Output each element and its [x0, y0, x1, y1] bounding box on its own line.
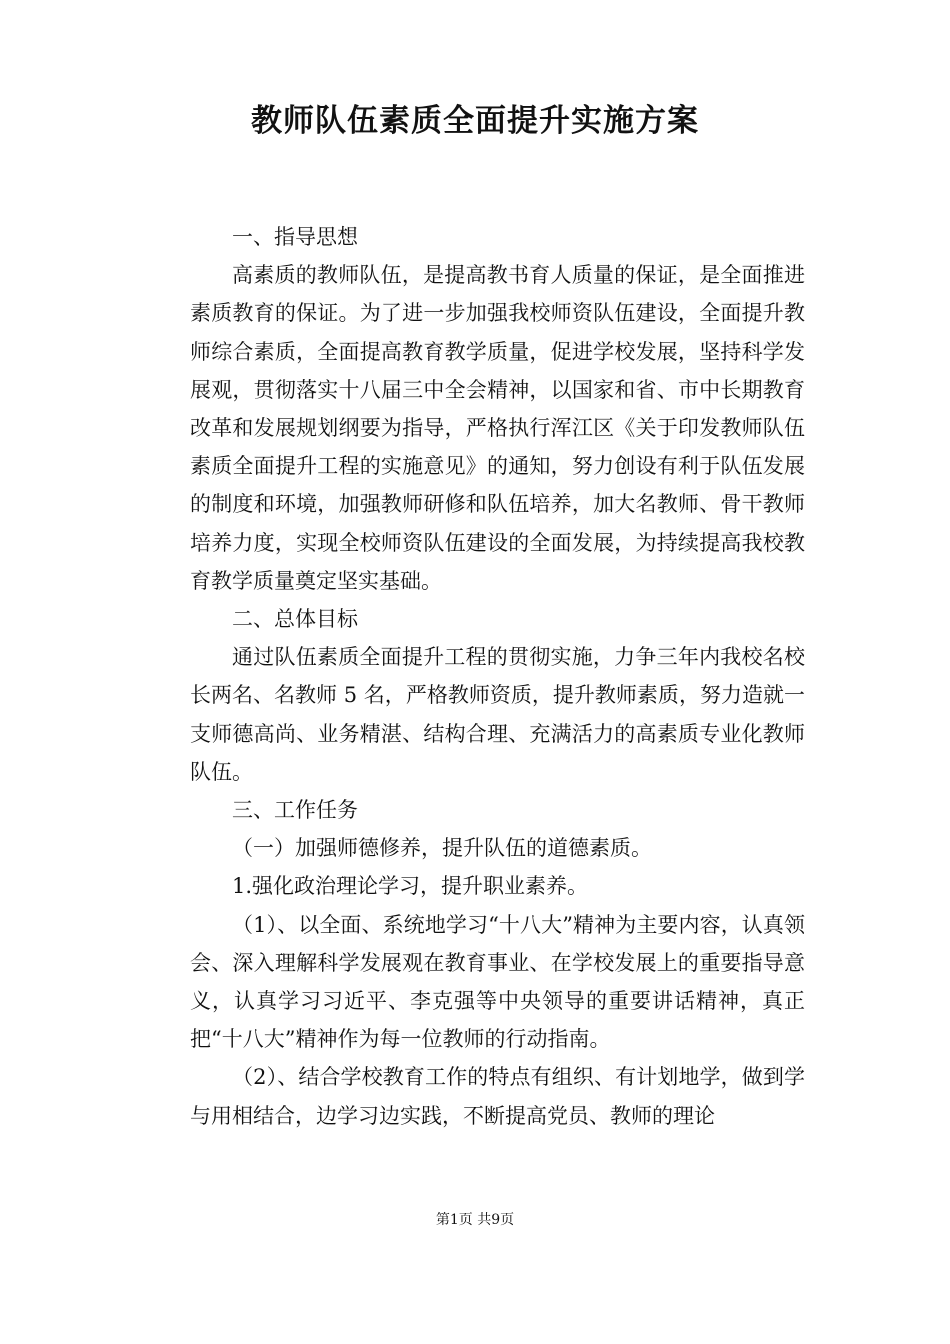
- section-heading-work-tasks: 三、工作任务: [232, 798, 358, 823]
- paragraph-guiding-ideology: 高素质的教师队伍，是提高教书育人质量的保证，是全面推进素质教育的保证。为了进一步加强我校师资队伍建设，全面提升教师综合素质，全面提高教育教学质量，促进学校发展，坚持科学发展观，贯彻落实十八届三中全会精神，以国家和省、市中长期教育改革和发展规划纲要为指导，严格执行浑江区《关于印发教师队伍素质全面提升工程的实施意见》的通知，努力创设有利于队伍发展的制度和环境，加强教师研修和队伍培养，加大名教师、骨干教师培养力度，实现全校师资队伍建设的全面发展，为持续提高我校教育教学质量奠定坚实基础。: [190, 263, 805, 593]
- paragraph-item-2: （2）、结合学校教育工作的特点有组织、有计划地学，做到学与用相结合，边学习边实践，不断提高党员、教师的理论: [190, 1065, 805, 1128]
- page-number: 第1页 共9页: [435, 1212, 515, 1228]
- subheading-ethics: （一）加强师德修养，提升队伍的道德素质。: [232, 836, 652, 861]
- page-title: 教师队伍素质全面提升实施方案: [251, 102, 699, 139]
- subheading-political-study: 1.强化政治理论学习，提升职业素养。: [232, 874, 589, 899]
- section-heading-guiding-ideology: 一、指导思想: [232, 225, 358, 249]
- paragraph-overall-goal: 通过队伍素质全面提升工程的贯彻实施，力争三年内我校名校长两名、名教师 5 名，严格教师资质，提升教师素质，努力造就一支师德高尚、业务精湛、结构合理、充满活力的高素质专业化教师队伍。: [190, 645, 805, 784]
- document-body: [190, 218, 805, 1135]
- paragraph-item-1: （1）、以全面、系统地学习“十八大”精神为主要内容，认真领会、深入理解科学发展观在教育事业、在学校发展上的重要指导意义，认真学习习近平、李克强等中央领导的重要讲话精神，真正把“十八大”精神作为每一位教师的行动指南。: [190, 912, 805, 1052]
- section-heading-overall-goal: 二、总体目标: [232, 607, 358, 632]
